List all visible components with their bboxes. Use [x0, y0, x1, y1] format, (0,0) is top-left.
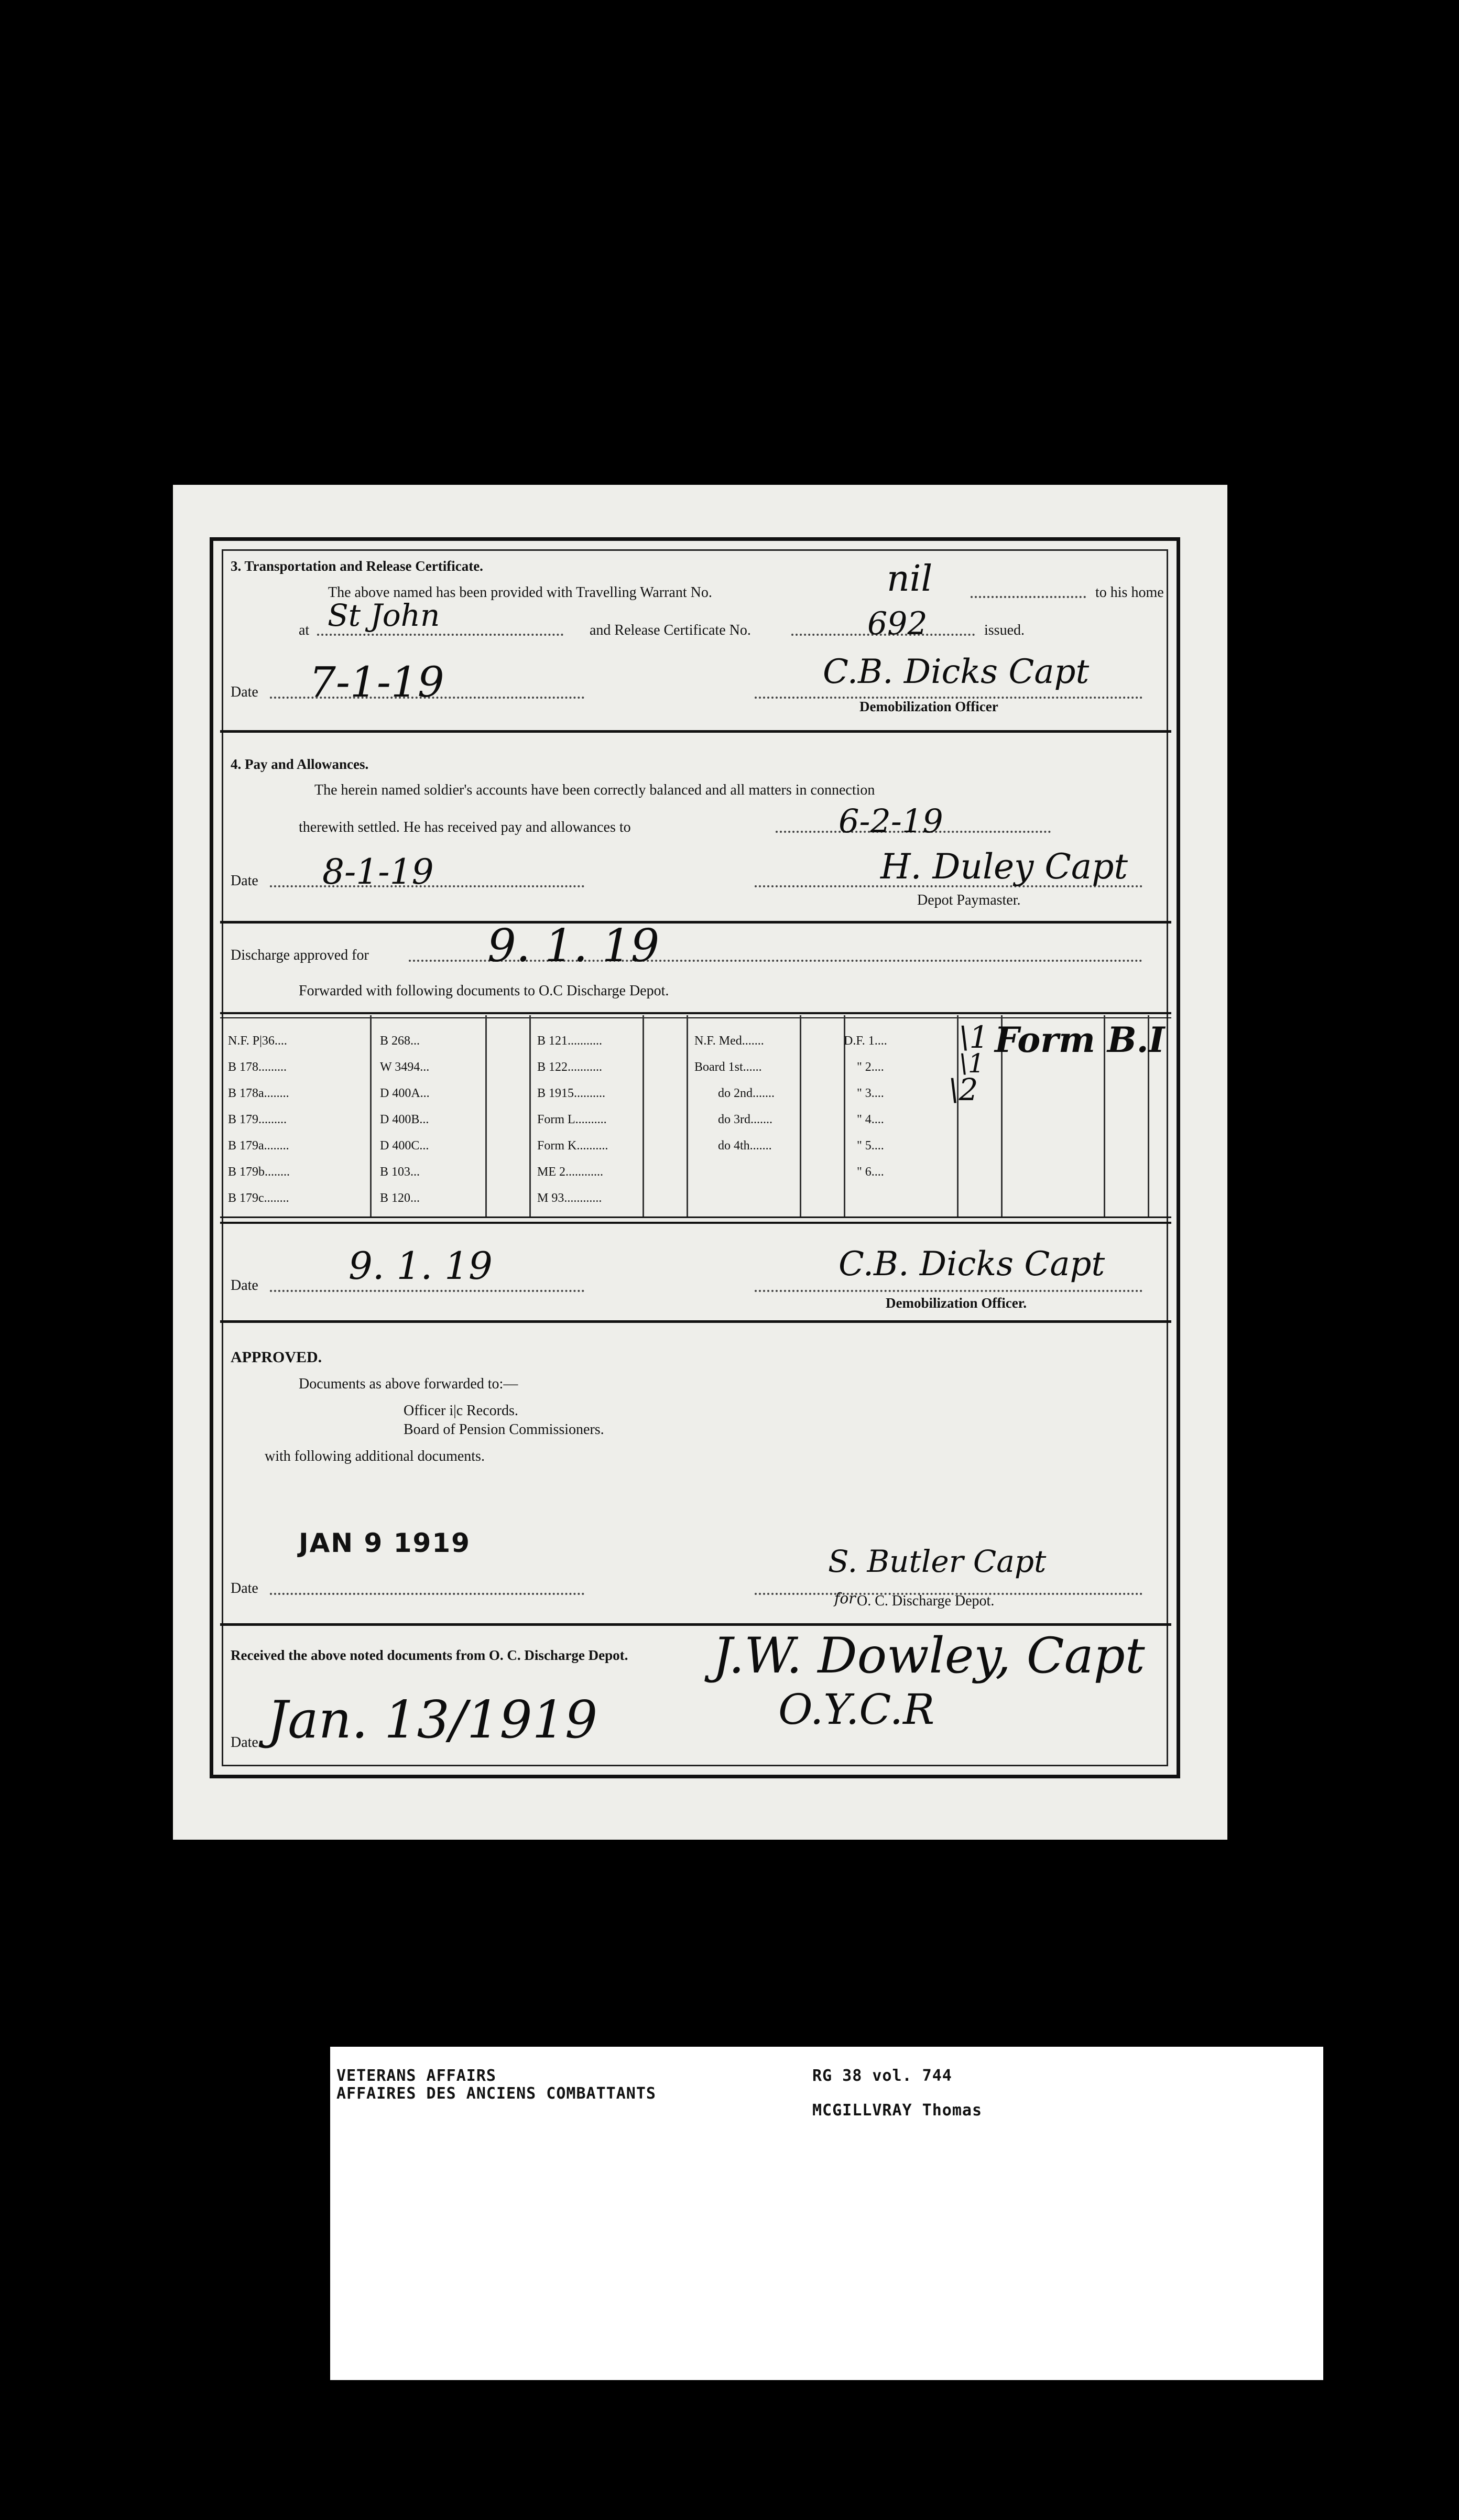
- received-date-label: Date: [231, 1734, 258, 1751]
- table-cell: N.F. Med.......: [694, 1034, 764, 1048]
- hw-form-note: Form B.I: [995, 1019, 1165, 1060]
- table-cell: D 400C...: [380, 1139, 429, 1153]
- archive-dept-french: AFFAIRES DES ANCIENS COMBATTANTS: [336, 2084, 656, 2103]
- hw-table-mark: \1: [959, 1048, 985, 1079]
- table-cell: Form K..........: [537, 1139, 608, 1153]
- section4-line2: therewith settled. He has received pay and allowances to: [299, 819, 631, 835]
- table-cell: D 400B...: [380, 1113, 429, 1126]
- table-cell: B 120...: [380, 1191, 420, 1205]
- section3-line1-text: The above named has been provided with Travelling Warrant No.: [328, 584, 712, 601]
- hw-home-town: St John: [328, 598, 440, 633]
- received-text: Received the above noted documents from O. C. Discharge Depot.: [231, 1647, 628, 1663]
- hw-section3-date: 7-1-19: [309, 658, 444, 707]
- table-cell: " 3....: [857, 1087, 884, 1100]
- hw-discharge-date: 9. 1. 19: [487, 920, 660, 972]
- approved-date-label: Date: [231, 1580, 258, 1596]
- archive-reference: RG 38 vol. 744: [812, 2067, 952, 2085]
- section3-heading: 3. Transportation and Release Certificate.: [231, 558, 483, 574]
- table-footer-officer-label: Demobilization Officer.: [886, 1295, 1027, 1311]
- hw-cert-number: 692: [867, 605, 928, 642]
- divider-approved: [220, 1320, 1171, 1323]
- table-col-divider: [529, 1015, 531, 1218]
- table-cell: B 178a........: [228, 1087, 289, 1100]
- approved-heading: APPROVED.: [231, 1349, 322, 1366]
- divider-received: [220, 1623, 1171, 1626]
- table-cell: B 179c........: [228, 1191, 289, 1205]
- received-date-stamp: JAN 9 1919: [299, 1528, 471, 1558]
- table-cell: B 178.........: [228, 1060, 287, 1074]
- table-cell: B 103...: [380, 1165, 420, 1179]
- hw-table-mark: \2: [949, 1072, 978, 1107]
- divider-section4: [220, 730, 1171, 733]
- hw-warrant-number: nil: [887, 558, 933, 600]
- table-col-divider: [687, 1015, 688, 1218]
- table-cell: Board 1st......: [694, 1060, 762, 1074]
- hw-approved-signature: S. Butler Capt: [828, 1544, 1047, 1579]
- table-cell: Form L..........: [537, 1113, 607, 1126]
- table-cell: D.F. 1....: [844, 1034, 887, 1048]
- document-page: [173, 485, 1227, 1840]
- table-cell: ME 2............: [537, 1165, 603, 1179]
- table-footer-date-label: Date: [231, 1277, 258, 1294]
- home-dots: [317, 634, 563, 636]
- table-bottom-rule: [220, 1216, 1171, 1218]
- table-cell: B 268...: [380, 1034, 420, 1048]
- hw-table-footer-date: 9. 1. 19: [349, 1244, 493, 1288]
- table-col-divider: [800, 1015, 801, 1218]
- table-bottom-rule-2: [220, 1222, 1171, 1224]
- approved-officer-label: O. C. Discharge Depot.: [857, 1593, 995, 1609]
- hw-received-signature: J.W. Dowley, Capt: [713, 1627, 1145, 1685]
- table-cell: do 4th.......: [718, 1139, 772, 1153]
- divider-discharge: [220, 921, 1171, 924]
- approved-line3: Board of Pension Commissioners.: [404, 1421, 604, 1438]
- table-footer-date-dots: [270, 1290, 584, 1292]
- hw-section3-signature: C.B. Dicks Capt: [823, 653, 1090, 691]
- forwarded-text: Forwarded with following documents to O.C Discharge Depot.: [299, 983, 669, 999]
- table-footer-sig-dots: [755, 1290, 1142, 1292]
- hw-section4-date: 8-1-19: [322, 852, 434, 892]
- table-col-divider: [370, 1015, 372, 1218]
- hw-received-unit: O.Y.C.R: [778, 1685, 935, 1734]
- table-cell: B 179b........: [228, 1165, 290, 1179]
- discharge-label: Discharge approved for: [231, 947, 369, 963]
- section3-date-label: Date: [231, 684, 258, 700]
- table-col-divider: [485, 1015, 487, 1218]
- table-cell: " 4....: [857, 1113, 884, 1126]
- table-top-rule: [220, 1012, 1171, 1014]
- section4-date-label: Date: [231, 873, 258, 889]
- table-cell: " 5....: [857, 1139, 884, 1153]
- section3-issued: issued.: [984, 622, 1025, 638]
- table-cell: B 179a........: [228, 1139, 289, 1153]
- archive-person-name: MCGILLVRAY Thomas: [812, 2101, 983, 2120]
- table-col-divider: [643, 1015, 644, 1218]
- table-cell: D 400A...: [380, 1087, 430, 1100]
- table-cell: do 3rd.......: [718, 1113, 772, 1126]
- hw-table-mark: \1: [959, 1019, 989, 1055]
- section3-at-label: at: [299, 622, 310, 638]
- hw-pay-to-date: 6-2-19: [839, 802, 943, 840]
- approved-date-dots: [270, 1593, 584, 1595]
- section3-officer-label: Demobilization Officer: [859, 699, 998, 714]
- approved-line4: with following additional documents.: [265, 1448, 485, 1464]
- section4-line1: The herein named soldier's accounts have been correctly balanced and all matters in connection: [314, 782, 875, 798]
- table-cell: B 122...........: [537, 1060, 603, 1074]
- hw-for-note: for: [834, 1590, 856, 1607]
- approved-line2: Officer i|c Records.: [404, 1403, 518, 1419]
- table-cell: N.F. P|36....: [228, 1034, 287, 1048]
- table-cell: M 93............: [537, 1191, 602, 1205]
- table-col-divider: [957, 1015, 959, 1218]
- section3-line1-end: to his home: [1095, 584, 1164, 601]
- section3-cert-text: and Release Certificate No.: [590, 622, 751, 638]
- archive-dept-english: VETERANS AFFAIRS: [336, 2067, 496, 2085]
- table-cell: " 2....: [857, 1060, 884, 1074]
- archive-label-card: [330, 2047, 1323, 2380]
- table-cell: B 1915..........: [537, 1087, 606, 1100]
- table-cell: B 179.........: [228, 1113, 287, 1126]
- hw-table-footer-signature: C.B. Dicks Capt: [839, 1245, 1105, 1284]
- approved-line1: Documents as above forwarded to:—: [299, 1376, 518, 1392]
- hw-received-date: Jan. 13/1919: [267, 1690, 598, 1750]
- table-cell: B 121...........: [537, 1034, 603, 1048]
- section4-heading: 4. Pay and Allowances.: [231, 756, 369, 772]
- form-border: [210, 537, 1180, 1778]
- table-cell: " 6....: [857, 1165, 884, 1179]
- table-top-rule-2: [220, 1017, 1171, 1018]
- table-cell: do 2nd.......: [718, 1087, 775, 1100]
- hw-paymaster-signature: H. Duley Capt: [880, 846, 1128, 887]
- section4-officer-label: Depot Paymaster.: [917, 892, 1021, 908]
- warrant-dots: [971, 596, 1086, 598]
- table-cell: W 3494...: [380, 1060, 430, 1074]
